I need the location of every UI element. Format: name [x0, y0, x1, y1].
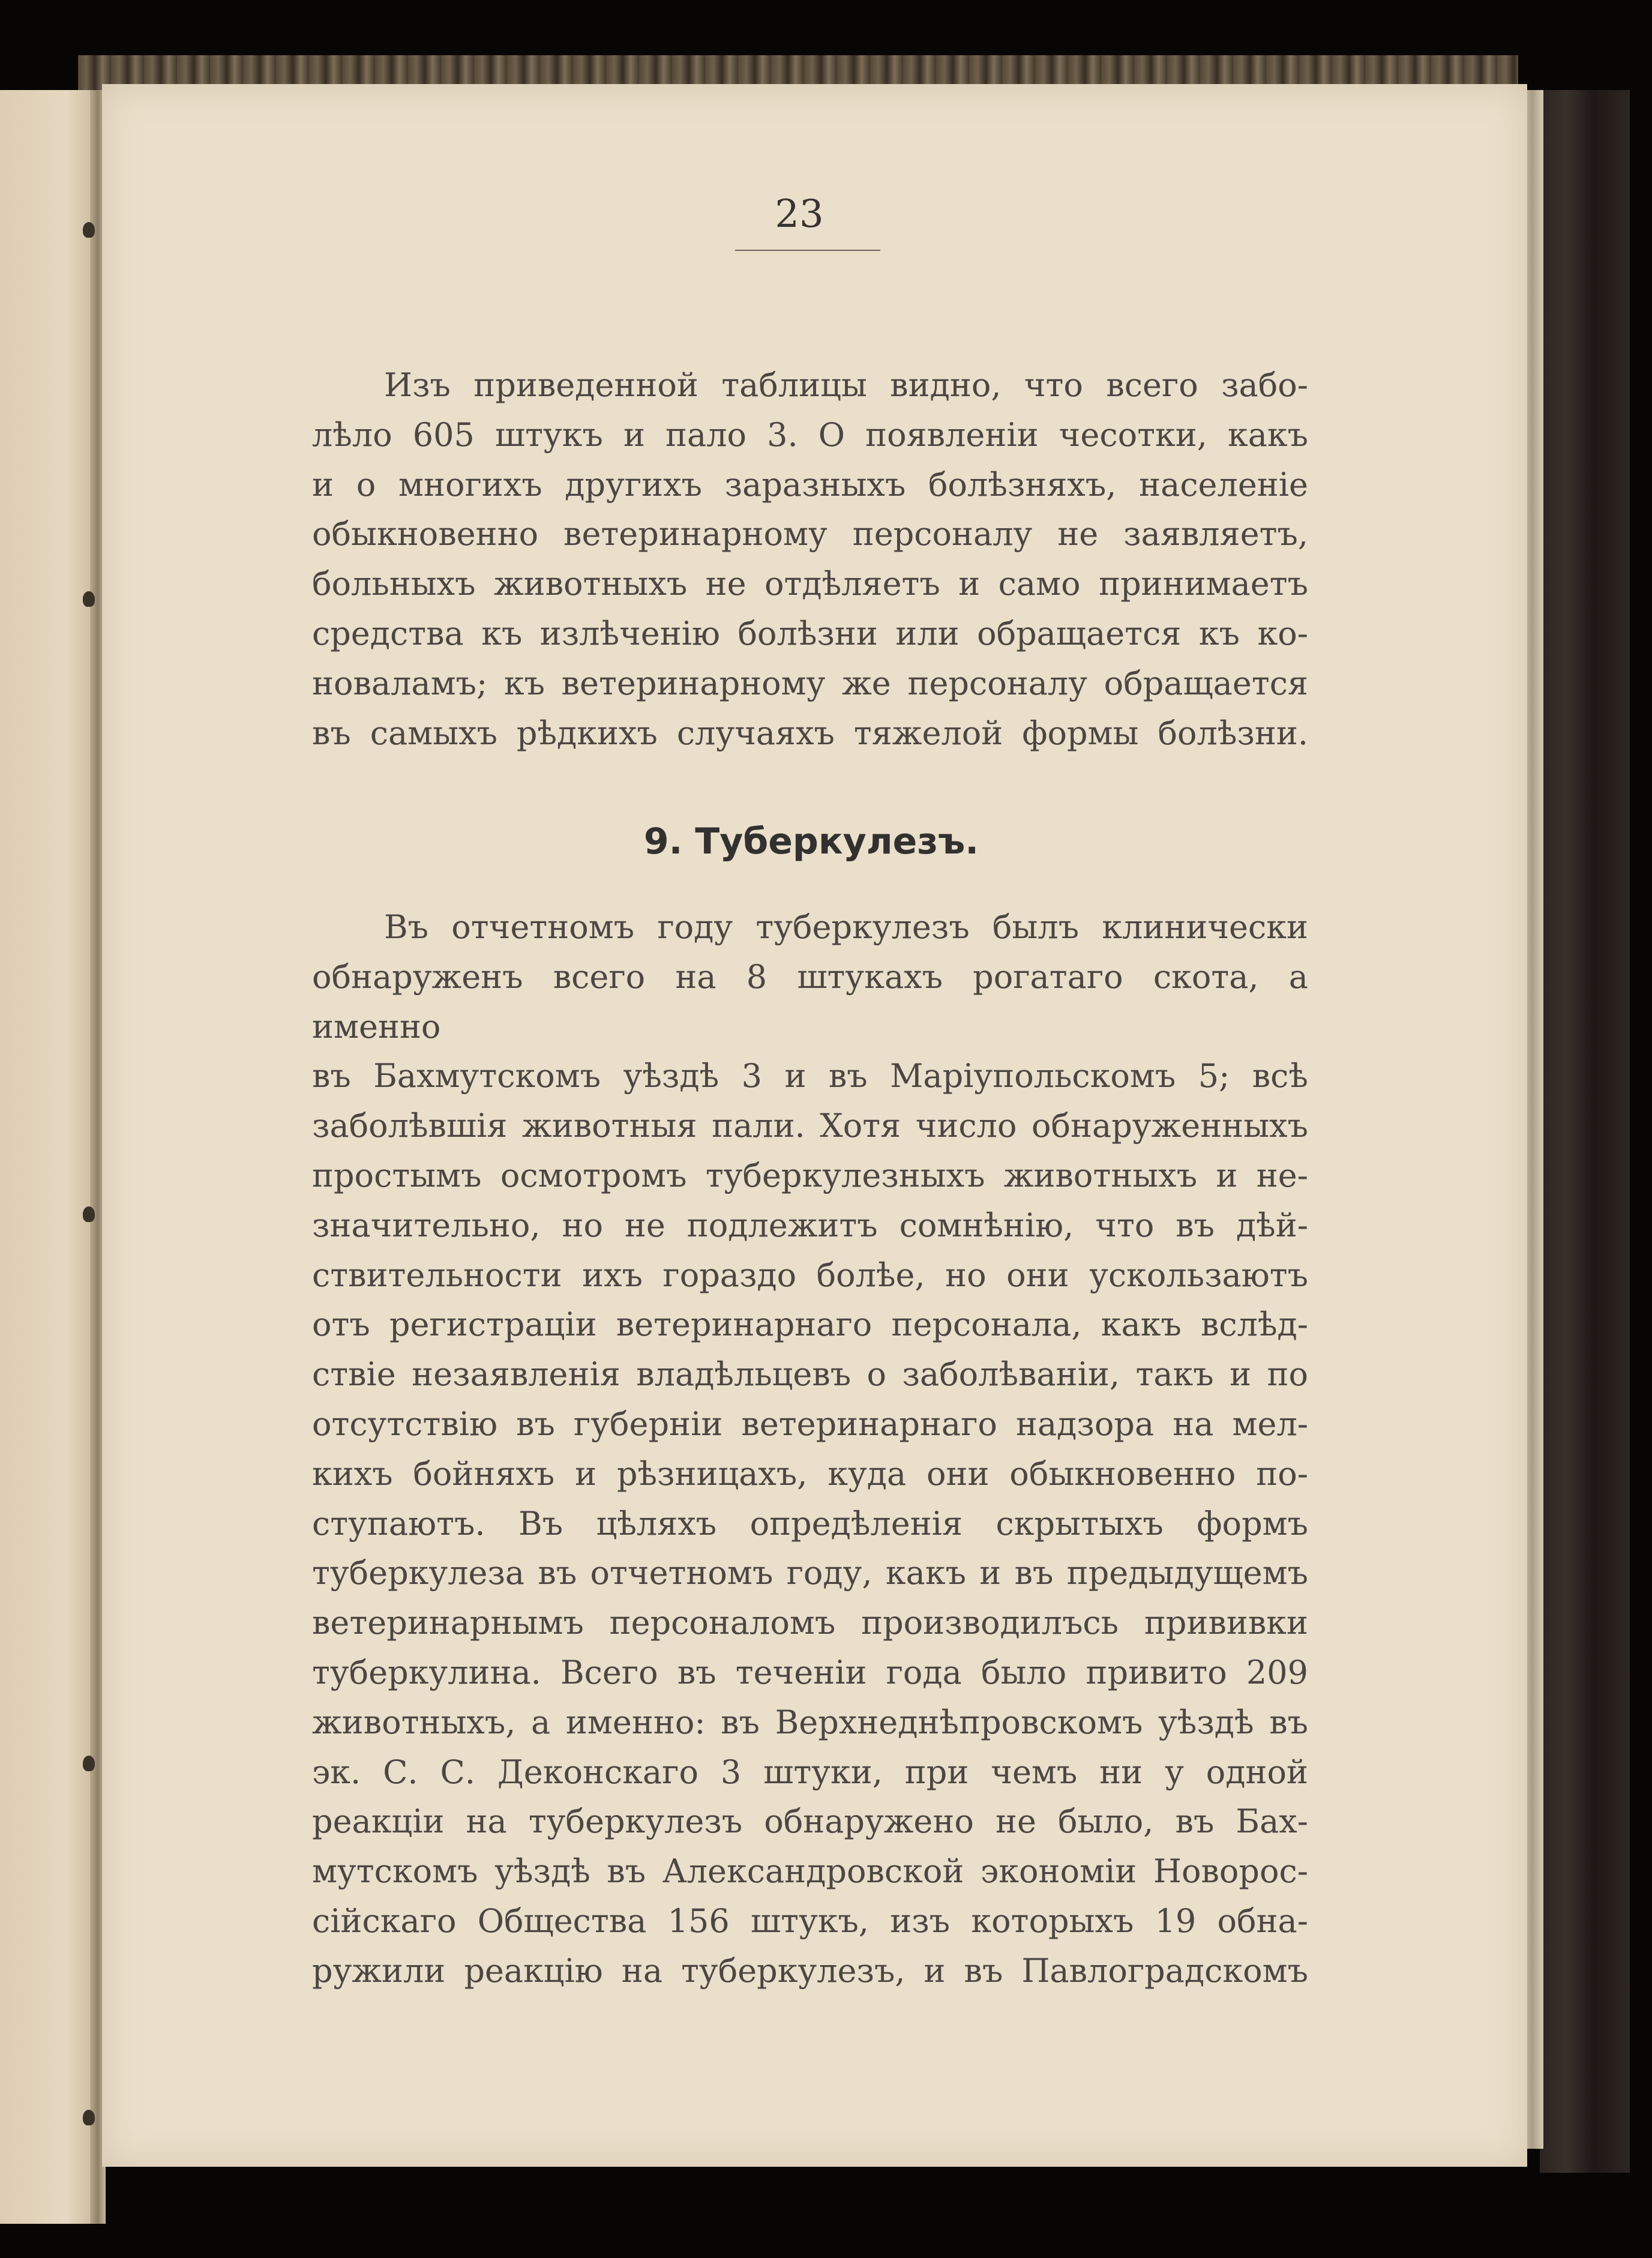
- text-line: новаламъ; къ ветеринарному же персоналу обращается: [312, 664, 1308, 702]
- text-line: больныхъ животныхъ не отдѣляетъ и само принимаетъ: [312, 565, 1308, 603]
- book-cover-board: [1540, 90, 1630, 2173]
- text-line: ветеринарнымъ персоналомъ производилъсь прививки: [312, 1604, 1308, 1642]
- margin-mark: [83, 222, 95, 238]
- text-line: реакціи на туберкулезъ обнаружено не было, въ Бах-: [312, 1802, 1308, 1841]
- margin-mark: [83, 1756, 95, 1771]
- text-line: въ Бахмутскомъ уѣздѣ 3 и въ Маріупольскомъ 5; всѣ: [312, 1057, 1308, 1095]
- margin-mark: [83, 591, 95, 607]
- margin-mark: [83, 1206, 95, 1222]
- text-line: значительно, но не подлежитъ сомнѣнію, что въ дѣй-: [312, 1206, 1308, 1244]
- text-line: обнаруженъ всего на 8 штукахъ рогатаго скота, а именно: [312, 957, 1308, 1046]
- text-line: кихъ бойняхъ и рѣзницахъ, куда они обыкновенно по-: [312, 1454, 1308, 1493]
- text-line: ствіе незаявленія владѣльцевъ о заболѣваніи, такъ и по: [312, 1355, 1308, 1394]
- text-line: Изъ приведенной таблицы видно, что всего забо-: [384, 366, 1308, 404]
- text-line: ствительности ихъ гораздо болѣе, но они ускользаютъ: [312, 1256, 1308, 1294]
- section-heading: 9. Туберкулезъ.: [643, 820, 979, 863]
- text-line: отсутствію въ губерніи ветеринарнаго надзора на мел-: [312, 1404, 1308, 1443]
- text-line: туберкулина. Всего въ теченіи года было привито 209: [312, 1653, 1308, 1691]
- text-line: мутскомъ уѣздѣ въ Александровской экономіи Новорос-: [312, 1852, 1308, 1891]
- paragraph-2: [312, 903, 1308, 1996]
- margin-mark: [83, 2110, 95, 2125]
- text-line: эк. С. С. Деконскаго 3 штуки, при чемъ ни у одной: [312, 1753, 1308, 1791]
- text-line: животныхъ, а именно: въ Верхнеднѣпровскомъ уѣздѣ въ: [312, 1703, 1308, 1741]
- text-line: сійскаго Общества 156 штукъ, изъ которыхъ 19 обна-: [312, 1901, 1308, 1940]
- page-number-rule: [735, 250, 880, 251]
- text-line: ступаютъ. Въ цѣляхъ опредѣленія скрытыхъ формъ: [312, 1504, 1308, 1543]
- text-line: заболѣвшія животныя пали. Хотя число обнаруженныхъ: [312, 1107, 1308, 1145]
- text-line: обыкновенно ветеринарному персоналу не заявляетъ,: [312, 515, 1308, 553]
- text-line: туберкулеза въ отчетномъ году, какъ и въ предыдущемъ: [312, 1554, 1308, 1592]
- text-line: Въ отчетномъ году туберкулезъ былъ клинически: [384, 908, 1308, 946]
- text-line: простымъ осмотромъ туберкулезныхъ животныхъ и не-: [312, 1156, 1308, 1194]
- text-line: въ самыхъ рѣдкихъ случаяхъ тяжелой формы болѣзни.: [312, 714, 1308, 752]
- text-line: отъ регистраціи ветеринарнаго персонала, какъ вслѣд-: [312, 1305, 1308, 1344]
- text-line: и о многихъ другихъ заразныхъ болѣзняхъ, населеніе: [312, 465, 1308, 504]
- paragraph-1: [312, 361, 1308, 758]
- facing-page-edge: [0, 90, 95, 2224]
- text-line: средства къ излѣченію болѣзни или обращается къ ко-: [312, 614, 1308, 652]
- text-line: ружили реакцію на туберкулезъ, и въ Павлоградскомъ: [312, 1951, 1308, 1990]
- text-line: лѣло 605 штукъ и пало 3. О появленіи чесотки, какъ: [312, 415, 1308, 454]
- page-number: 23: [775, 192, 824, 236]
